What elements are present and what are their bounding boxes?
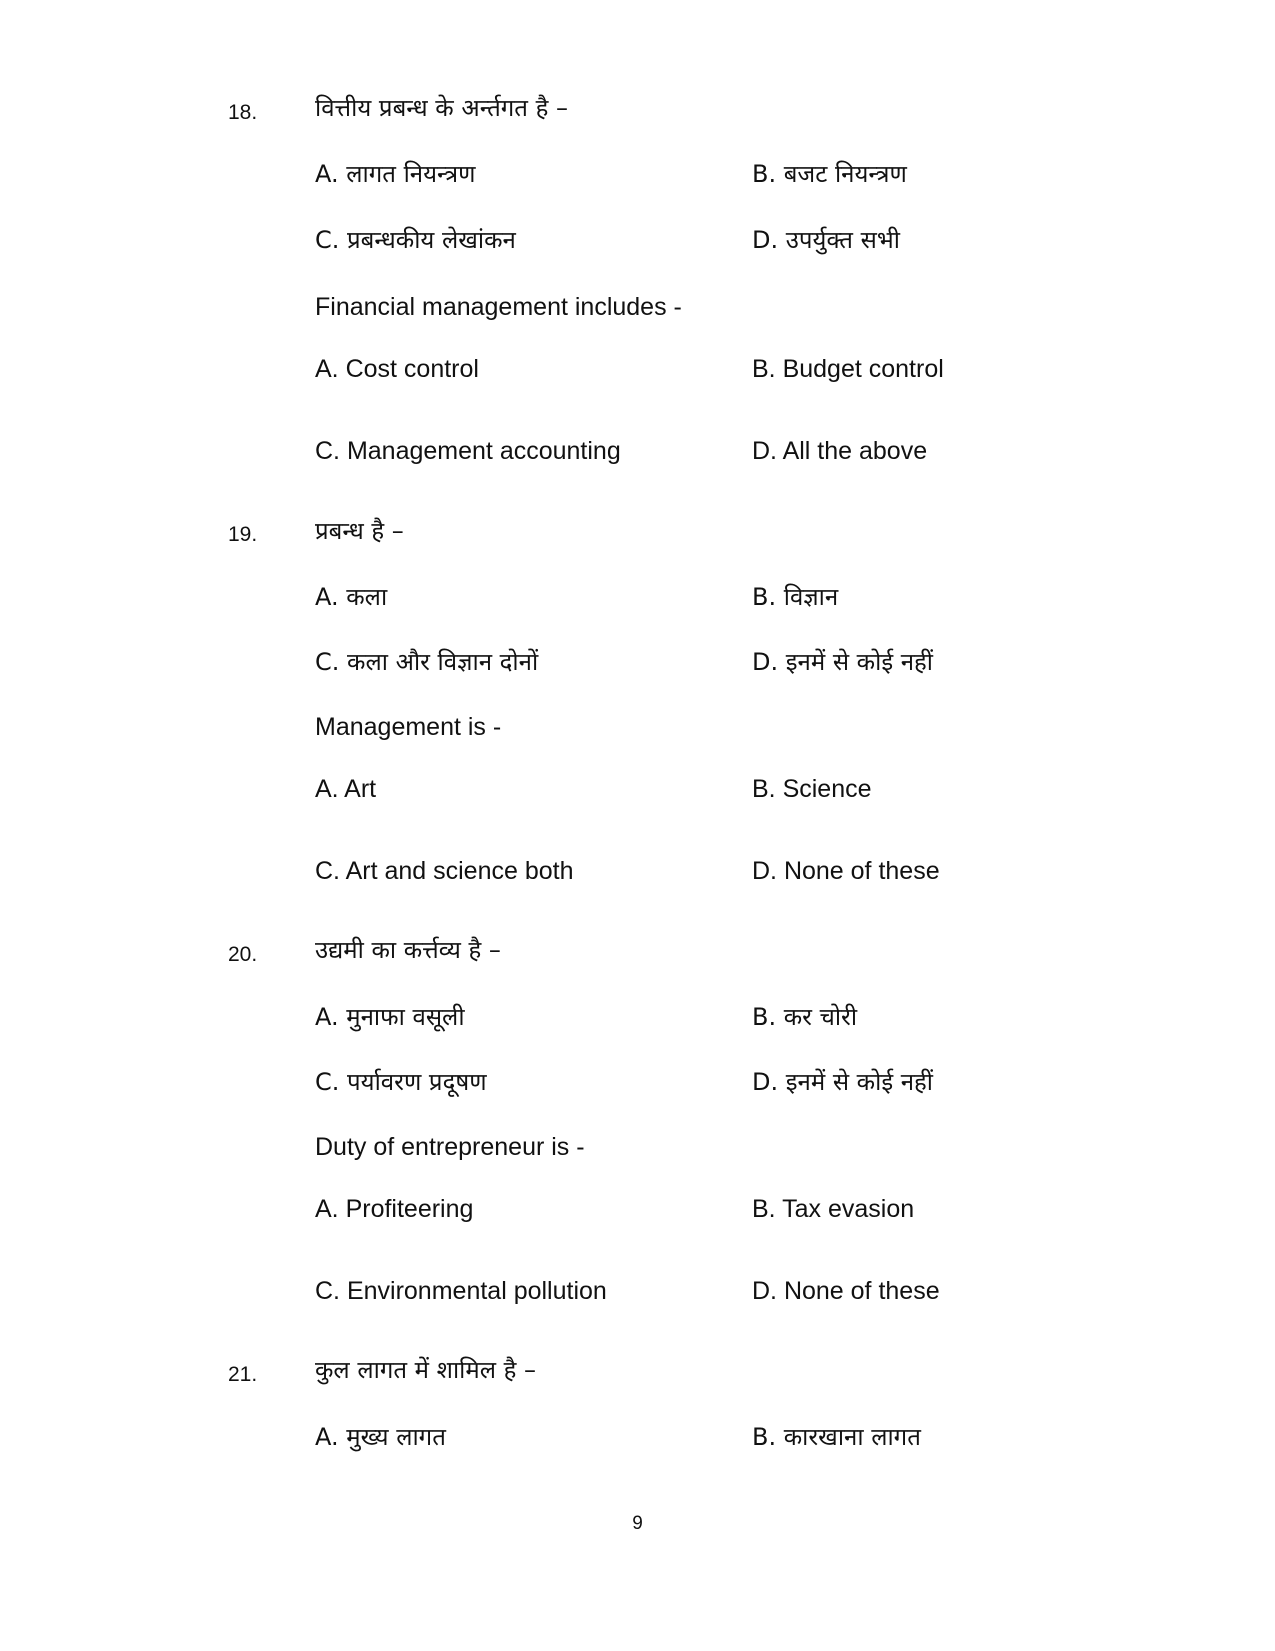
question-number: 19. bbox=[228, 523, 258, 546]
question-number: 20. bbox=[228, 943, 258, 966]
option-c-english: C. Art and science both bbox=[315, 857, 574, 885]
option-d-english: D. All the above bbox=[752, 437, 928, 465]
option-a-hindi: A. मुनाफा वसूली bbox=[315, 1003, 465, 1031]
option-b-hindi: B. कारखाना लागत bbox=[752, 1423, 921, 1451]
option-d-hindi: D. उपर्युक्त सभी bbox=[752, 226, 900, 254]
option-d-hindi: D. इनमें से कोई नहीं bbox=[752, 648, 934, 676]
option-a-hindi: A. मुख्य लागत bbox=[315, 1423, 446, 1451]
option-c-hindi: C. प्रबन्धकीय लेखांकन bbox=[315, 226, 516, 254]
option-a-hindi: A. कला bbox=[315, 583, 388, 611]
option-a-english: A. Profiteering bbox=[315, 1195, 474, 1223]
option-a-english: A. Art bbox=[315, 775, 377, 803]
question-stem-english: Management is - bbox=[315, 713, 502, 741]
question-stem-hindi: वित्तीय प्रबन्ध के अर्न्तगत है – bbox=[315, 94, 568, 122]
option-c-hindi: C. पर्यावरण प्रदूषण bbox=[315, 1068, 487, 1096]
option-c-hindi: C. कला और विज्ञान दोनों bbox=[315, 648, 539, 676]
option-b-hindi: B. कर चोरी bbox=[752, 1003, 858, 1031]
option-d-english: D. None of these bbox=[752, 857, 940, 885]
question-stem-english: Financial management includes - bbox=[315, 293, 682, 321]
question-stem-hindi: प्रबन्ध है – bbox=[315, 517, 404, 545]
option-c-english: C. Environmental pollution bbox=[315, 1277, 607, 1305]
option-b-hindi: B. बजट नियन्त्रण bbox=[752, 160, 907, 188]
option-c-english: C. Management accounting bbox=[315, 437, 621, 465]
question-stem-english: Duty of entrepreneur is - bbox=[315, 1133, 585, 1161]
option-b-english: B. Budget control bbox=[752, 355, 944, 383]
question-number: 18. bbox=[228, 101, 258, 124]
option-b-english: B. Science bbox=[752, 775, 872, 803]
question-stem-hindi: कुल लागत में शामिल है – bbox=[315, 1356, 537, 1384]
option-b-english: B. Tax evasion bbox=[752, 1195, 915, 1223]
option-a-hindi: A. लागत नियन्त्रण bbox=[315, 160, 476, 188]
option-b-hindi: B. विज्ञान bbox=[752, 583, 839, 611]
option-d-english: D. None of these bbox=[752, 1277, 940, 1305]
question-stem-hindi: उद्यमी का कर्त्तव्य है – bbox=[315, 936, 501, 964]
question-number: 21. bbox=[228, 1363, 258, 1386]
option-d-hindi: D. इनमें से कोई नहीं bbox=[752, 1068, 934, 1096]
page-number: 9 bbox=[632, 1513, 643, 1534]
option-a-english: A. Cost control bbox=[315, 355, 479, 383]
